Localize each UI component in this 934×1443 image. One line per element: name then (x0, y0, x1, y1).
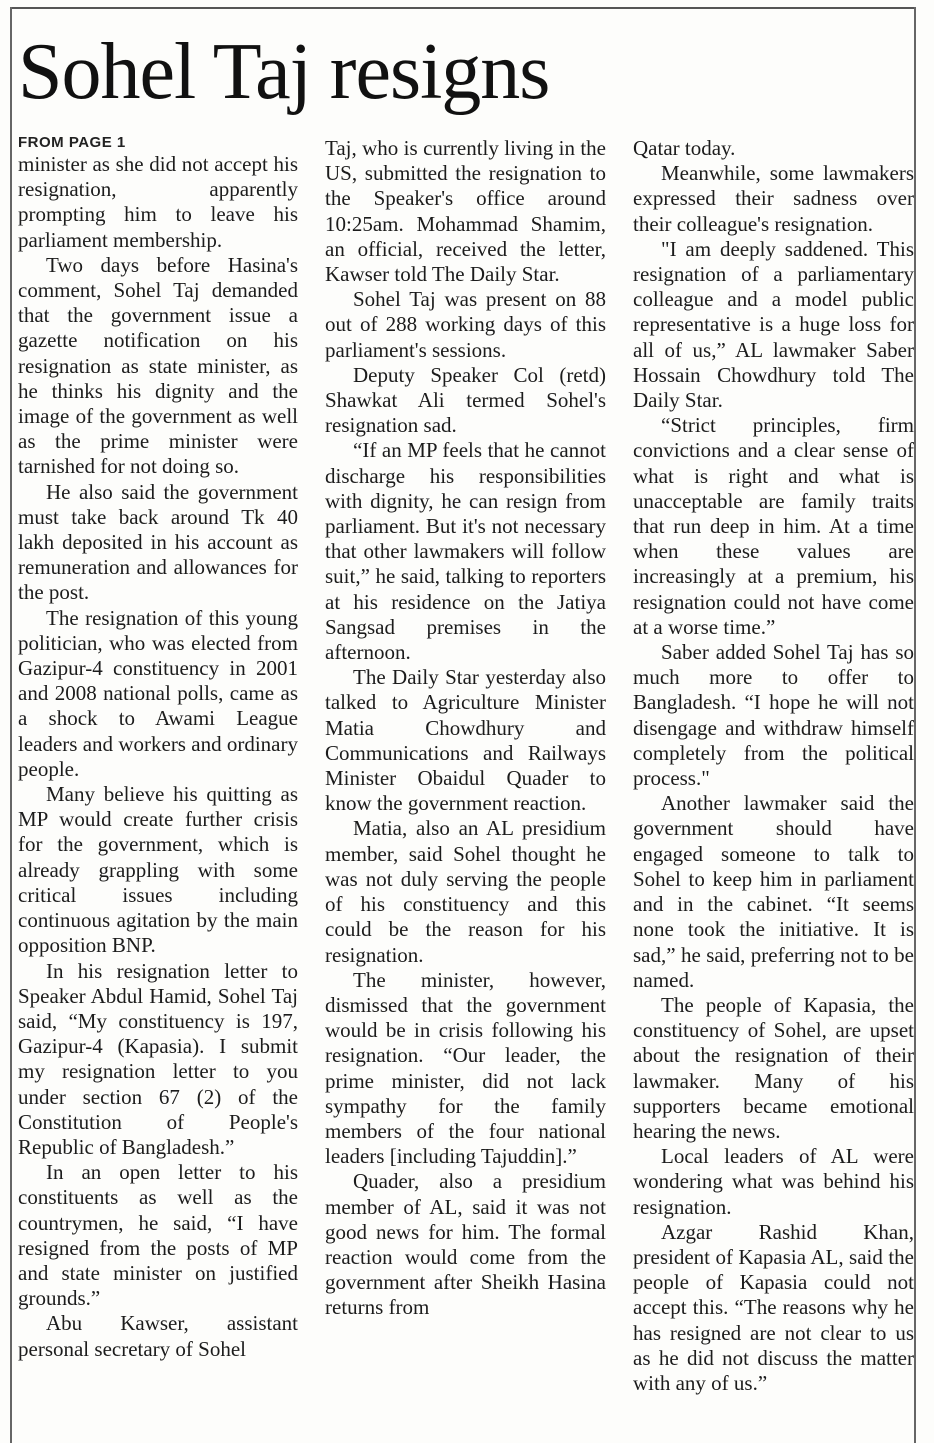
paragraph: "I am deeply saddened. This resignation of a parliamentary colleague and a model public representative is a huge loss for all of us,” AL lawmaker Saber Hossain Chowdhury told The Daily Star. (633, 236, 914, 413)
paragraph: Another lawmaker said the government should have engaged someone to talk to Sohel to keep him in parliament and in the cabinet. “It seems none took the initiative. It is sad,” he said, preferring not to be named. (633, 791, 914, 992)
paragraph: minister as she did not accept his resignation, apparently prompting him to leave his parliament membership. (18, 152, 298, 252)
paragraph: “Strict principles, firm convictions and a clear sense of what is right and what is unacceptable are family traits that run deep in him. At a time when these values are increasingly at a premium, his resignation could not have come at a worse time.” (633, 413, 914, 639)
paragraph: Matia, also an AL presidium member, said Sohel thought he was not duly serving the people of his constituency and this could be the reason for his resignation. (325, 816, 606, 967)
right-border-rule (914, 7, 916, 1443)
paragraph: “If an MP feels that he cannot discharge his responsibilities with dignity, he can resign from parliament. But it's not necessary that other lawmakers will follow suit,” he said, talking to reporters at his residence on the Jatiya Sangsad premises in the afternoon. (325, 438, 606, 665)
paragraph: Qatar today. (633, 136, 736, 160)
article-column-1 (18, 133, 298, 1438)
paragraph: The resignation of this young politician, who was elected from Gazipur-4 constituency in 2001 and 2008 national polls, came as a shock to Awami League leaders and workers and ordinary people. (18, 605, 298, 781)
continuation-kicker: FROM PAGE 1 (18, 134, 126, 151)
paragraph: Saber added Sohel Taj has so much more to offer to Bangladesh. “I hope he will not disengage and withdraw himself completely from the political process." (633, 640, 914, 791)
paragraph: The Daily Star yesterday also talked to Agriculture Minister Matia Chowdhury and Communications and Railways Minister Obaidul Quader to know the government reaction. (325, 665, 606, 816)
paragraph: Meanwhile, some lawmakers expressed their sadness over their colleague's resignation. (633, 161, 914, 236)
article-column-2 (325, 136, 606, 1441)
paragraph: Quader, also a presidium member of AL, said it was not good news for him. The formal reaction would come from the government after Sheikh Hasina returns from (325, 1169, 606, 1320)
left-border-rule (10, 7, 12, 1443)
paragraph: In an open letter to his constituents as well as the countrymen, he said, “I have resigned from the posts of MP and state minister on justified grounds.” (18, 1160, 298, 1311)
headline: Sohel Taj resigns (18, 28, 550, 116)
paragraph: Taj, who is currently living in the US, submitted the resignation to the Speaker's office around 10:25am. Mohammad Shamim, an official, received the letter, Kawser told The Daily Star. (325, 136, 606, 287)
top-border-rule (10, 7, 916, 9)
paragraph: Local leaders of AL were wondering what was behind his resignation. (633, 1144, 914, 1219)
paragraph: In his resignation letter to Speaker Abdul Hamid, Sohel Taj said, “My constituency is 197, Gazipur-4 (Kapasia). I submit my resignation letter to you under section 67 (2) of the Constitution of People's Republic of Bangladesh.” (18, 958, 298, 1159)
paragraph: He also said the government must take back around Tk 40 lakh deposited in his account as remuneration and allowances for the post. (18, 479, 298, 605)
paragraph: Deputy Speaker Col (retd) Shawkat Ali termed Sohel's resignation sad. (325, 362, 606, 438)
paragraph: Abu Kawser, assistant personal secretary of Sohel (18, 1311, 298, 1361)
paragraph: Azgar Rashid Khan, president of Kapasia AL, said the people of Kapasia could not accept this. “The reasons why he has resigned are not clear to us as he did not discuss the matter with any of us.” (633, 1219, 914, 1395)
paragraph: The people of Kapasia, the constituency of Sohel, are upset about the resignation of their lawmaker. Many of his supporters became emotional hearing the news. (633, 992, 914, 1143)
paragraph: The minister, however, dismissed that the government would be in crisis following his resignation. “Our leader, the prime minister, did not lack sympathy for the family members of the four national leaders [including Tajuddin].” (325, 967, 606, 1169)
paragraph: Sohel Taj was present on 88 out of 288 working days of this parliament's sessions. (325, 287, 606, 362)
paragraph: Two days before Hasina's comment, Sohel Taj demanded that the government issue a gazette notification on his resignation as state minister, as he thinks his dignity and the image of the government as well as the prime minister were tarnished for not doing so. (18, 252, 298, 479)
article-column-3 (633, 136, 914, 1441)
paragraph: Many believe his quitting as MP would create further crisis for the government, which is already grappling with some critical issues including continuous agitation by the main opposition BNP. (18, 782, 298, 958)
